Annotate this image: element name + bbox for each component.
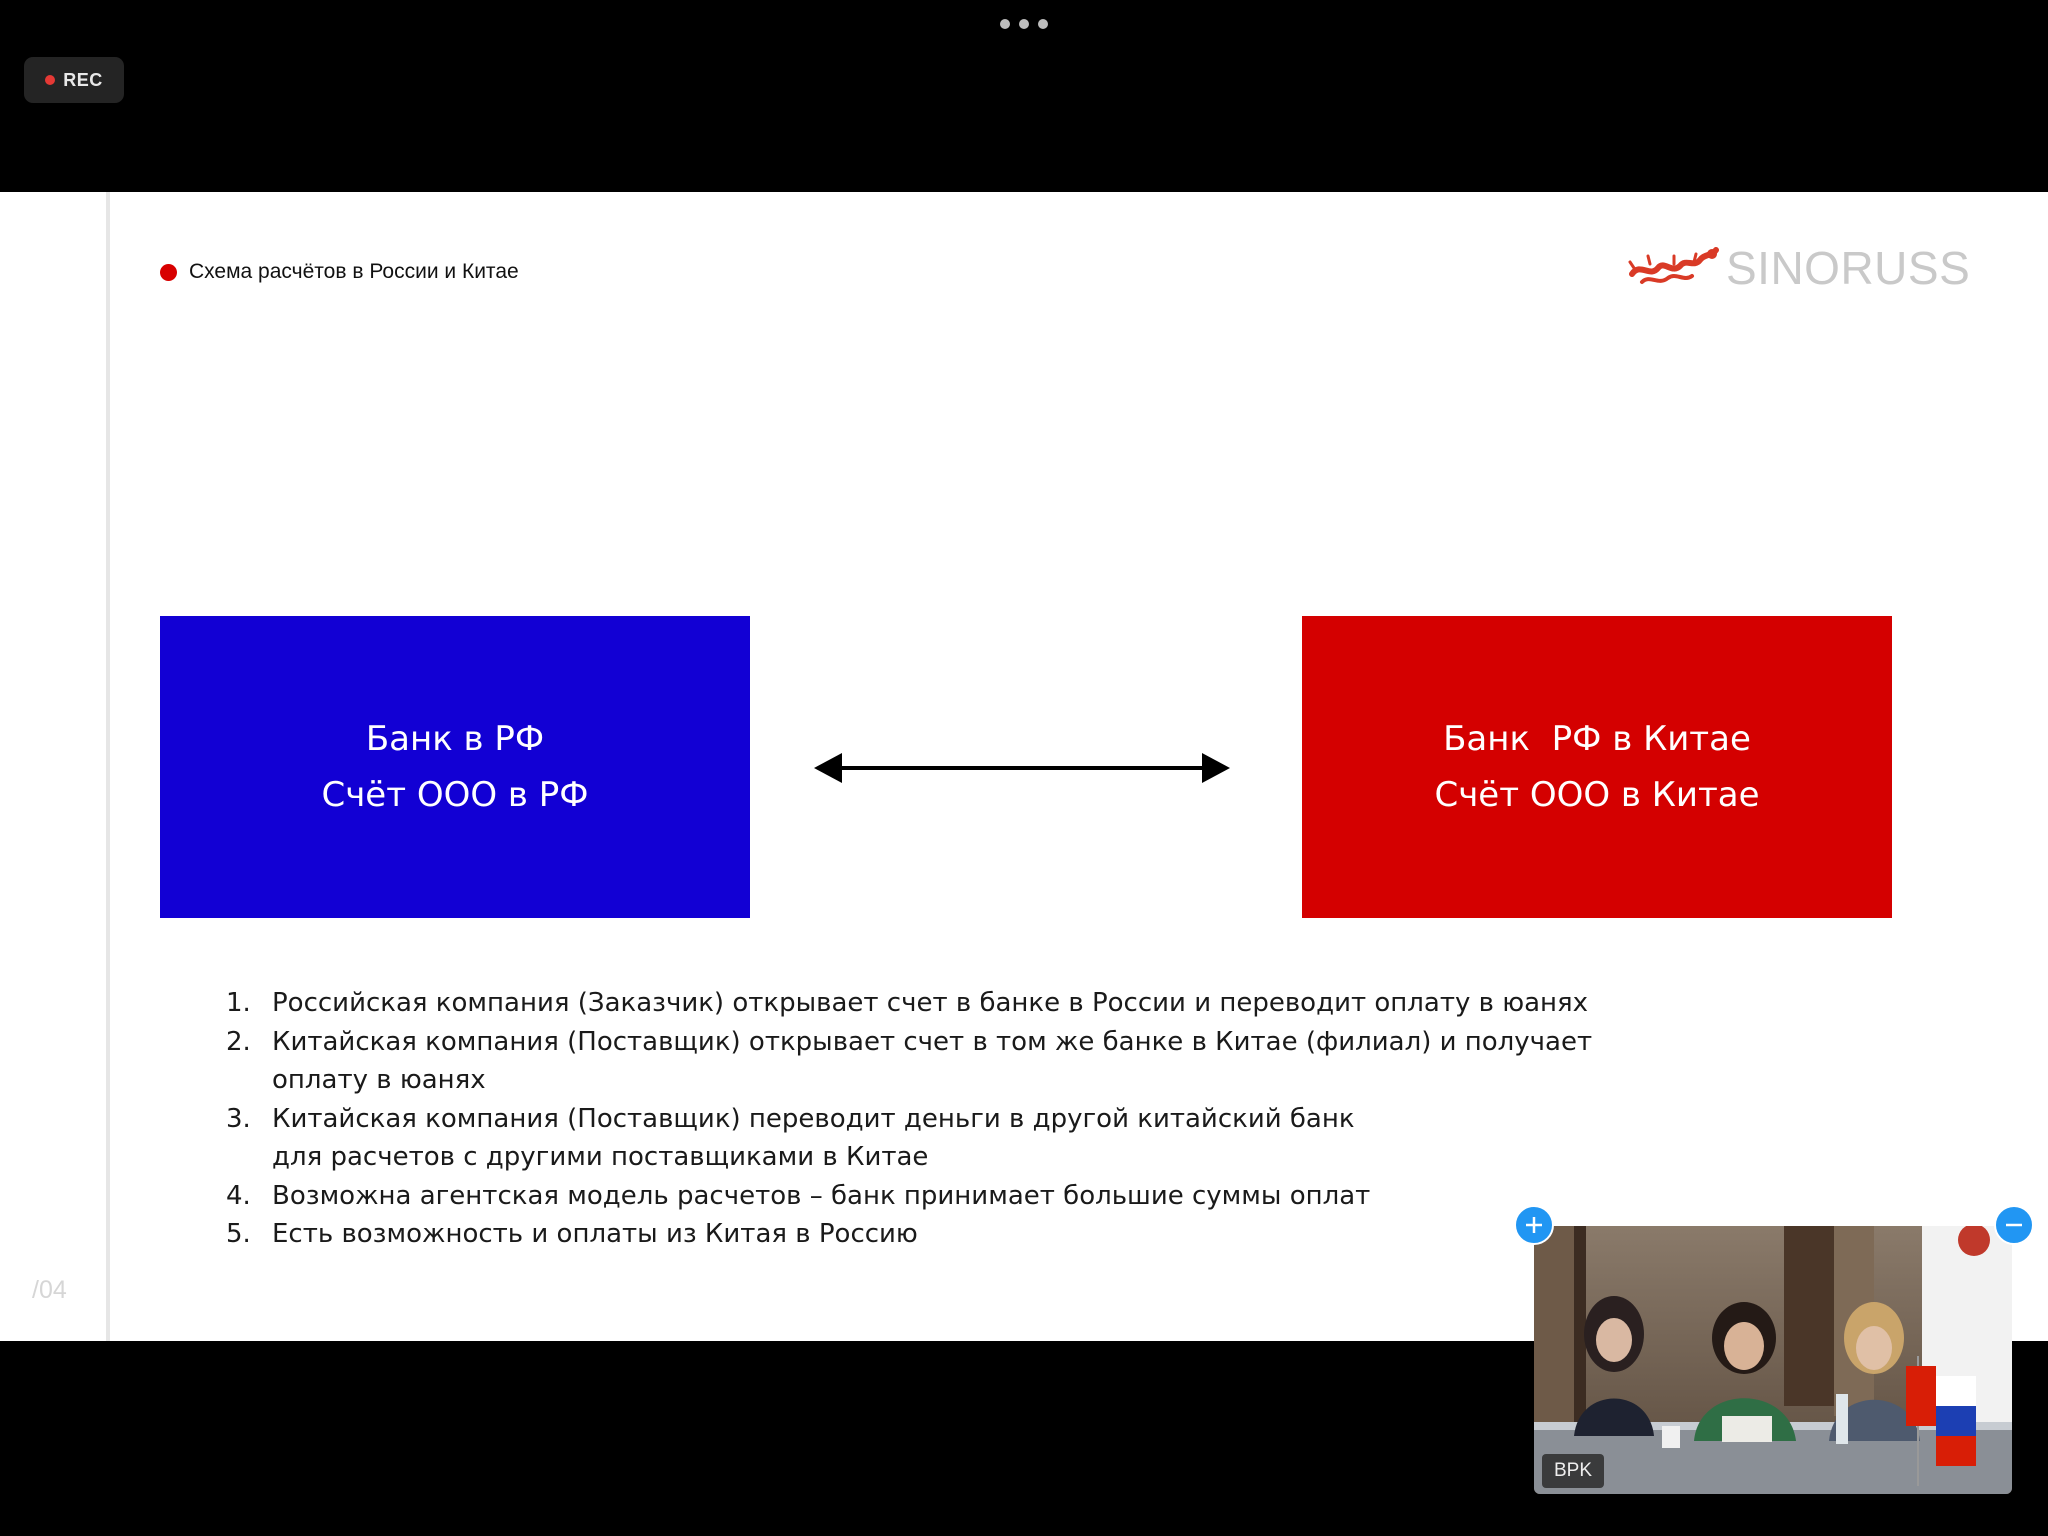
header-bullet-icon — [160, 264, 177, 281]
zoom-out-button[interactable] — [1994, 1205, 2034, 1245]
step-number: 2. — [226, 1026, 251, 1057]
recording-badge[interactable] — [24, 57, 124, 103]
participant-name-label: BPK — [1542, 1454, 1604, 1488]
step-text: Китайская компания (Поставщик) переводит деньги в другой китайский банк для расчетов с другими поставщиками в Китае — [272, 1103, 1355, 1172]
sinoruss-logo — [1628, 244, 1970, 292]
step-text: Есть возможность и оплаты из Китая в Россию — [272, 1219, 918, 1249]
bank-china-line1: Банк РФ в Китае — [1443, 719, 1751, 759]
list-item — [226, 1177, 1826, 1216]
presentation-slide — [0, 192, 2048, 1341]
bank-china-line2: Счёт ООО в Китае — [1434, 775, 1760, 815]
zoom-in-button[interactable] — [1514, 1205, 1554, 1245]
double-arrow-icon — [814, 748, 1230, 788]
plus-icon — [1524, 1215, 1544, 1235]
recording-dot-icon — [45, 75, 55, 85]
participant-video[interactable] — [1534, 1226, 2012, 1494]
step-text: Российская компания (Заказчик) открывает счет в банке в России и переводит оплату в юанях — [272, 988, 1589, 1018]
slide-header — [160, 260, 519, 284]
slide-title: Схема расчётов в России и Китае — [189, 260, 519, 283]
steps-list — [226, 984, 1826, 1254]
step-number: 3. — [226, 1103, 251, 1134]
minus-icon — [2004, 1215, 2024, 1235]
video-frame-image — [1534, 1226, 2012, 1494]
step-number: 5. — [226, 1219, 251, 1249]
step-text: Возможна агентская модель расчетов – банк принимает большие суммы оплат — [272, 1180, 1371, 1211]
step-text: Китайская компания (Поставщик) открывает счет в том же банке в Китае (филиал) и получает оплату в юанях — [272, 1026, 1593, 1095]
more-options-icon[interactable] — [1000, 17, 1048, 31]
list-item — [226, 1023, 1826, 1100]
logo-text: SINORUSS — [1726, 242, 1971, 294]
list-item — [226, 984, 1826, 1023]
dot — [1000, 19, 1010, 29]
step-number: 4. — [226, 1180, 251, 1211]
dot — [1019, 19, 1029, 29]
slide-divider — [106, 192, 110, 1341]
dragon-icon — [1628, 244, 1720, 292]
list-item — [226, 1100, 1826, 1177]
step-number: 1. — [226, 988, 251, 1018]
slide-number: /04 — [32, 1276, 67, 1304]
bank-russia-line1: Банк в РФ — [365, 719, 545, 759]
bank-russia-box — [160, 616, 750, 918]
recording-label: REC — [63, 69, 103, 90]
bank-china-box — [1302, 616, 1892, 918]
dot — [1038, 19, 1048, 29]
bank-russia-line2: Счёт ООО в РФ — [321, 775, 589, 815]
